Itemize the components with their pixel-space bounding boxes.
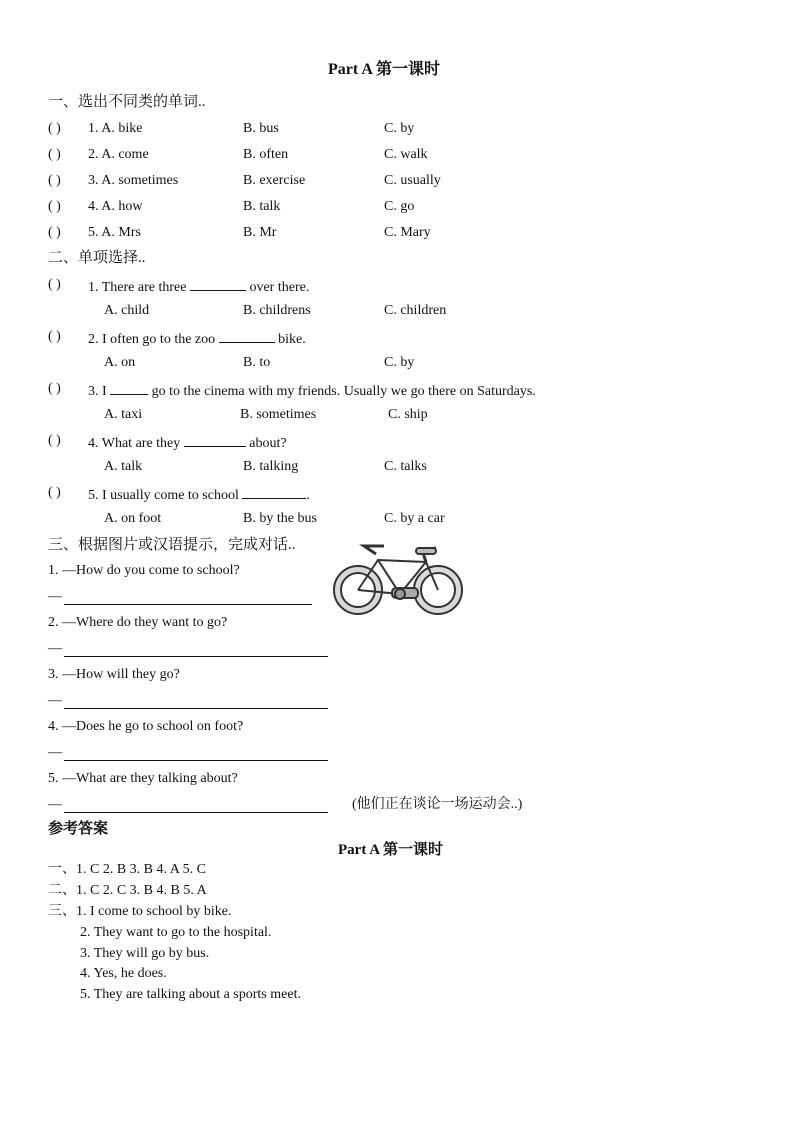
option-a: 5. A. Mrs (88, 225, 141, 240)
question-post: bike. (278, 332, 306, 347)
section2-heading: 二、单项选择.. (48, 250, 146, 266)
answer-paren: ( ) (48, 485, 61, 500)
answer-paren: ( ) (48, 147, 61, 162)
dialogue-question: 4. —Does he go to school on foot? (48, 719, 244, 734)
dialogue-question: 3. —How will they go? (48, 667, 180, 682)
dialogue-dash: — (48, 641, 62, 656)
option-a: A. on foot (104, 511, 162, 526)
question-pre: 4. What are they (88, 436, 181, 451)
option-a: 3. A. sometimes (88, 173, 179, 188)
answer-paren: ( ) (48, 199, 61, 214)
answer-line[interactable] (64, 656, 328, 657)
question-text (88, 328, 306, 349)
option-b: B. Mr (243, 225, 277, 240)
answer-line[interactable] (64, 708, 328, 709)
option-c: C. Mary (384, 225, 431, 240)
option-c: C. usually (384, 173, 441, 188)
answer-line[interactable] (64, 812, 328, 813)
question-text (88, 276, 309, 297)
option-b: B. talking (243, 459, 299, 474)
answer-paren: ( ) (48, 277, 61, 292)
answer-paren: ( ) (48, 121, 61, 136)
answer-blank[interactable] (190, 276, 246, 291)
answer-blank[interactable] (242, 484, 306, 499)
answer-paren: ( ) (48, 433, 61, 448)
answer-line-4: 2. They want to go to the hospital. (80, 925, 272, 940)
option-a: A. on (104, 355, 136, 370)
question-pre: 1. There are three (88, 280, 187, 295)
answer-line-7: 5. They are talking about a sports meet. (80, 987, 301, 1002)
section3-heading: 三、根据图片或汉语提示，完成对话.. (48, 537, 296, 553)
answer-line-6: 4. Yes, he does. (80, 966, 167, 981)
bicycle-icon (332, 540, 466, 618)
answer-blank[interactable] (184, 432, 246, 447)
option-b: B. bus (243, 121, 279, 136)
page-title: Part A 第一课时 (328, 61, 440, 78)
question-text (88, 432, 287, 453)
option-c: C. go (384, 199, 415, 214)
answer-blank[interactable] (110, 380, 148, 395)
question-text (88, 484, 310, 505)
option-c: C. talks (384, 459, 427, 474)
option-b: B. exercise (243, 173, 306, 188)
option-c: C. by (384, 121, 415, 136)
option-b: B. talk (243, 199, 281, 214)
question-post: about? (249, 436, 287, 451)
dialogue-question: 1. —How do you come to school? (48, 563, 240, 578)
answer-blank[interactable] (219, 328, 275, 343)
answer-line[interactable] (64, 604, 312, 605)
question-post: over there. (249, 280, 310, 295)
dialogue-dash: — (48, 693, 62, 708)
question-pre: 2. I often go to the zoo (88, 332, 216, 347)
answer-line-3: 三、1. I come to school by bike. (48, 904, 232, 919)
dialogue-dash: — (48, 797, 62, 812)
question-pre: 5. I usually come to school (88, 488, 239, 503)
answers-title: Part A 第一课时 (338, 842, 443, 858)
answer-line-5: 3. They will go by bus. (80, 946, 210, 961)
option-a: A. talk (104, 459, 143, 474)
option-c: C. ship (388, 407, 428, 422)
dialogue-question: 5. —What are they talking about? (48, 771, 238, 786)
question-pre: 3. I (88, 384, 107, 399)
question-post: . (306, 488, 310, 503)
answer-paren: ( ) (48, 173, 61, 188)
option-c: C. children (384, 303, 447, 318)
dialogue-dash: — (48, 745, 62, 760)
option-a: 1. A. bike (88, 121, 143, 136)
option-c: C. walk (384, 147, 428, 162)
dialogue-dash: — (48, 589, 62, 604)
option-b: B. to (243, 355, 271, 370)
option-c: C. by a car (384, 511, 445, 526)
answer-paren: ( ) (48, 225, 61, 240)
option-c: C. by (384, 355, 415, 370)
question-post: go to the cinema with my friends. Usually we go there on Saturdays. (151, 384, 536, 399)
answer-paren: ( ) (48, 329, 61, 344)
option-a: 2. A. come (88, 147, 149, 162)
answer-line-1: 一、1. C 2. B 3. B 4. A 5. C (48, 862, 206, 877)
chinese-hint: (他们正在谈论一场运动会..) (352, 797, 523, 812)
answer-paren: ( ) (48, 381, 61, 396)
option-a: 4. A. how (88, 199, 143, 214)
option-b: B. sometimes (240, 407, 317, 422)
answer-line[interactable] (64, 760, 328, 761)
option-b: B. by the bus (243, 511, 317, 526)
dialogue-question: 2. —Where do they want to go? (48, 615, 228, 630)
option-b: B. childrens (243, 303, 311, 318)
question-text (88, 380, 536, 401)
option-a: A. taxi (104, 407, 143, 422)
section1-heading: 一、选出不同类的单词.. (48, 94, 206, 110)
option-a: A. child (104, 303, 150, 318)
answer-line-2: 二、1. C 2. C 3. B 4. B 5. A (48, 883, 207, 898)
answers-heading: 参考答案 (48, 821, 109, 837)
option-b: B. often (243, 147, 289, 162)
